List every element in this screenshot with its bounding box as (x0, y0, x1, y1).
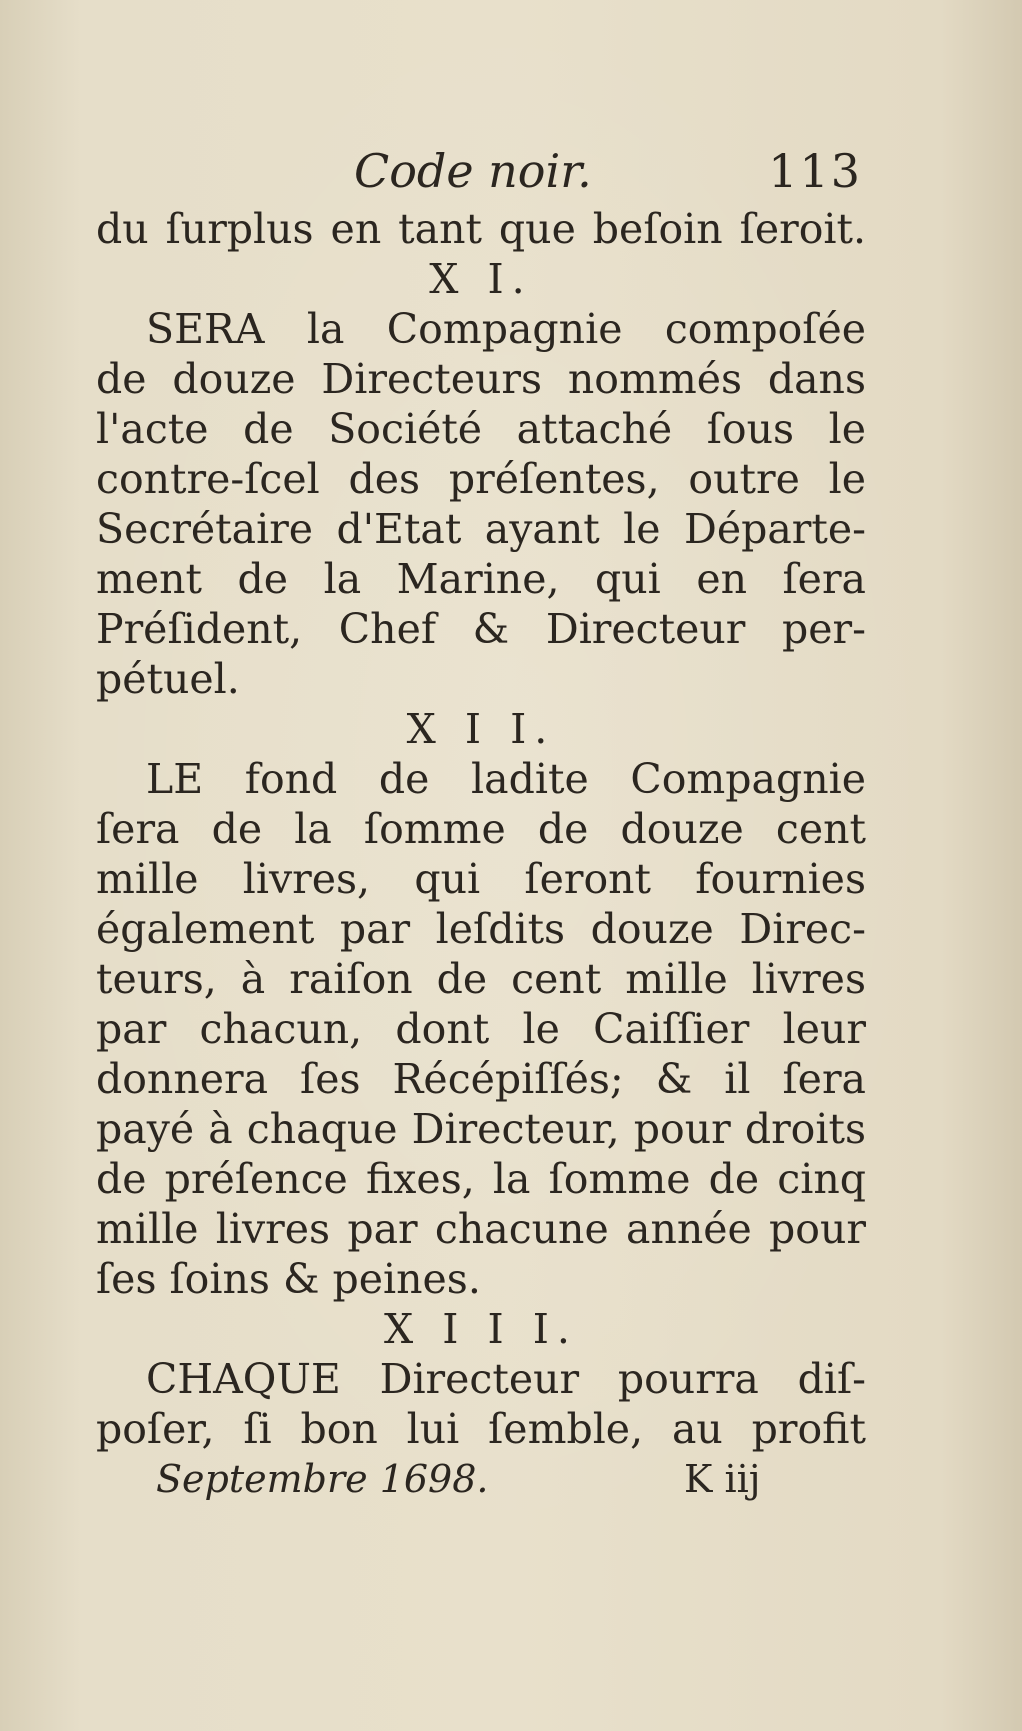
article-heading-xiii: X I I I. (384, 1305, 578, 1353)
text-line: CHAQUE Directeur pourra diſ- (146, 1355, 866, 1403)
running-title: Code noir. (354, 144, 592, 198)
page-number: 113 (768, 144, 862, 198)
article-heading-xii: X I I. (406, 705, 556, 753)
text-line: teurs, à raiſon de cent mille livres (96, 955, 866, 1003)
text-line: pétuel. (96, 655, 240, 703)
signature-mark: K iij (684, 1457, 761, 1501)
text-line: de douze Directeurs nommés dans (96, 355, 866, 403)
article-heading-xi: X I. (429, 255, 533, 303)
text-line: LE fond de ladite Compagnie (146, 755, 866, 803)
text-line: de préſence fixes, la ſomme de cinq (96, 1155, 866, 1203)
text-line: poſer, ſi bon lui ſemble, au profit (96, 1405, 866, 1453)
text-line: mille livres par chacune année pour (96, 1205, 866, 1253)
text-line: également par leſdits douze Direc- (96, 905, 866, 953)
text-line: Préſident, Chef & Directeur per- (96, 605, 866, 653)
footer-date: Septembre 1698. (156, 1457, 489, 1501)
text-line: payé à chaque Directeur, pour droits (96, 1105, 866, 1153)
text-line: du ſurplus en tant que beſoin ſeroit. (96, 205, 866, 253)
text-line: Secrétaire d'Etat ayant le Départe- (96, 505, 866, 553)
text-line: ſera de la ſomme de douze cent (96, 805, 866, 853)
text-line: ſes ſoins & peines. (96, 1255, 481, 1303)
text-line: l'acte de Société attaché ſous le (96, 405, 866, 453)
text-line: contre-ſcel des préſentes, outre le (96, 455, 866, 503)
text-block (96, 138, 866, 1504)
text-line: SERA la Compagnie compoſée (146, 305, 866, 353)
text-line: donnera ſes Récépiſſés; & il ſera (96, 1055, 866, 1103)
running-header (96, 138, 866, 204)
text-line: par chacun, dont le Caiſſier leur (96, 1005, 866, 1053)
page-footer (96, 1454, 866, 1504)
text-line: ment de la Marine, qui en ſera (96, 555, 866, 603)
text-line: mille livres, qui ſeront fournies (96, 855, 866, 903)
